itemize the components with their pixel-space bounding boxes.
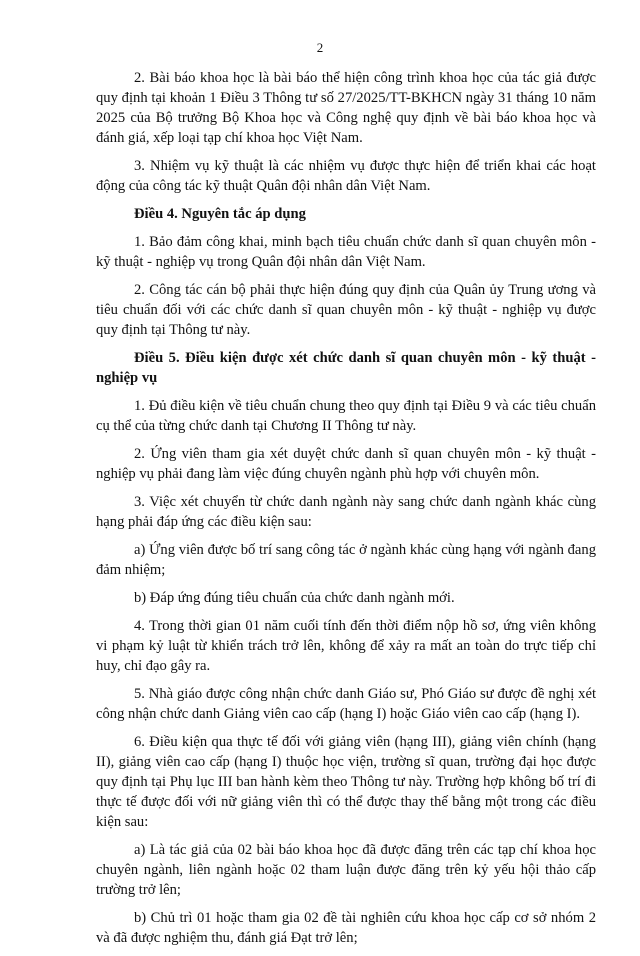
paragraph-art5-6a: a) Là tác giả của 02 bài báo khoa học đã được đăng trên các tạp chí khoa học chuyên ngành, liên ngành hoặc 02 tham luận được đăng trên kỷ yếu hội thảo cấp trường trở lên; [96,842,596,898]
paragraph-art5-6: 6. Điều kiện qua thực tế đối với giảng viên (hạng III), giảng viên chính (hạng II), giảng viên cao cấp (hạng I) thuộc học viện, trường sĩ quan, trường đại học được quy định tại Phụ lục III ban hành kèm theo Thông tư này. Trường hợp không bố trí đi thực tế được đối với nữ giảng viên thì có thể được thay thế bằng một trong các điều kiện sau: [96,734,596,830]
paragraph-clause-2: 2. Bài báo khoa học là bài báo thể hiện công trình khoa học của tác giả được quy định tại khoản 1 Điều 3 Thông tư số 27/2025/TT-BKHCN ngày 31 tháng 10 năm 2025 của Bộ trưởng Bộ Khoa học và Công nghệ quy định về bài báo khoa học và đánh giá, xếp loại tạp chí khoa học Việt Nam. [96,70,596,146]
paragraph-art5-3b: b) Đáp ứng đúng tiêu chuẩn của chức danh ngành mới. [134,590,455,606]
paragraph-art5-4: 4. Trong thời gian 01 năm cuối tính đến thời điểm nộp hồ sơ, ứng viên không vi phạm kỷ luật từ khiển trách trở lên, không để xảy ra mất an toàn do trực tiếp chỉ huy, chỉ đạo gây ra. [96,618,596,674]
paragraph-art5-1: 1. Đủ điều kiện về tiêu chuẩn chung theo quy định tại Điều 9 và các tiêu chuẩn cụ thể của từng chức danh tại Chương II Thông tư này. [96,398,596,434]
article-5-heading: Điều 5. Điều kiện được xét chức danh sĩ quan chuyên môn - kỹ thuật - nghiệp vụ [96,350,596,386]
paragraph-art4-1: 1. Bảo đảm công khai, minh bạch tiêu chuẩn chức danh sĩ quan chuyên môn - kỹ thuật - nghiệp vụ trong Quân đội nhân dân Việt Nam. [96,234,596,270]
paragraph-art5-6b: b) Chủ trì 01 hoặc tham gia 02 đề tài nghiên cứu khoa học cấp cơ sở nhóm 2 và đã được nghiệm thu, đánh giá Đạt trở lên; [96,910,596,946]
article-4-heading: Điều 4. Nguyên tắc áp dụng [134,206,306,222]
paragraph-art4-2: 2. Công tác cán bộ phải thực hiện đúng quy định của Quân ủy Trung ương và tiêu chuẩn đối với các chức danh sĩ quan chuyên môn - kỹ thuật - nghiệp vụ được quy định tại Thông tư này. [96,282,596,338]
document-body [96,68,596,956]
paragraph-art5-2: 2. Ứng viên tham gia xét duyệt chức danh sĩ quan chuyên môn - kỹ thuật - nghiệp vụ phải đang làm việc đúng chuyên ngành phù hợp với chuyên môn. [96,446,596,482]
paragraph-art5-3: 3. Việc xét chuyển từ chức danh ngành này sang chức danh ngành khác cùng hạng phải đáp ứng các điều kiện sau: [96,494,596,530]
paragraph-art5-5: 5. Nhà giáo được công nhận chức danh Giáo sư, Phó Giáo sư được đề nghị xét công nhận chức danh Giảng viên cao cấp (hạng I) hoặc Giáo viên cao cấp (hạng I). [96,686,596,722]
page-number: 2 [316,40,324,55]
paragraph-art5-3a: a) Ứng viên được bố trí sang công tác ở ngành khác cùng hạng với ngành đang đảm nhiệm; [96,542,596,578]
paragraph-clause-3: 3. Nhiệm vụ kỹ thuật là các nhiệm vụ được thực hiện để triển khai các hoạt động của công tác kỹ thuật Quân đội nhân dân Việt Nam. [96,158,596,194]
